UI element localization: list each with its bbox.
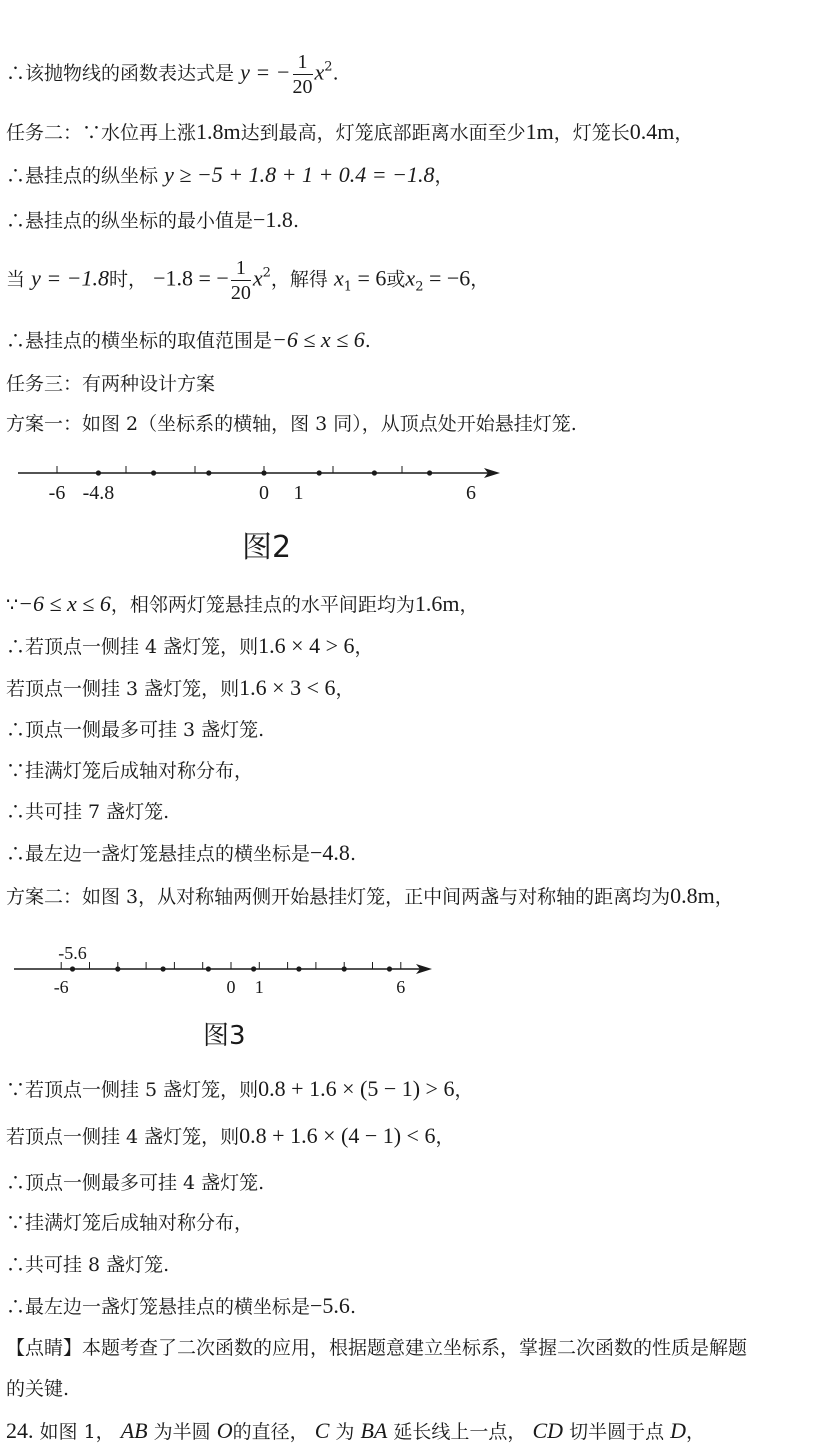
line-text: 为: [335, 1421, 355, 1443]
solution-line-9: [6, 592, 479, 617]
figure-2-number-line: [0, 455, 520, 505]
line-text: 或: [386, 268, 406, 291]
math-expr: 1.6 × 3 < 6: [239, 675, 336, 700]
line-text: 切半圆于点: [569, 1421, 665, 1443]
lantern-point: [387, 966, 392, 971]
punct: ，: [459, 594, 479, 616]
solution-line-12: ∴顶点一侧最多可挂 3 盏灯笼.: [6, 719, 265, 741]
punct: .: [332, 62, 339, 85]
fraction-denominator: 20: [292, 76, 313, 98]
math-expr: y = −1.8: [31, 265, 110, 291]
math-var: D: [670, 1418, 687, 1443]
tick-label: -6: [48, 482, 66, 504]
punct: .: [349, 1296, 356, 1318]
line-text: ∴若顶点一侧挂 4 盏灯笼，则: [6, 636, 259, 658]
exponent: 2: [262, 265, 271, 281]
line-text: ∴悬挂点的横坐标的取值范围是: [6, 330, 273, 352]
line-text: 方案二：如图 3，从对称轴两侧开始悬挂灯笼，正中间两盏与对称轴的距离均为: [6, 886, 671, 908]
comment-line-1: 【点睛】本题考查了二次函数的应用，根据题意建立坐标系，掌握二次函数的性质是解题: [6, 1337, 748, 1359]
punct: .: [292, 210, 299, 232]
line-text: ∴最左边一盏灯笼悬挂点的横坐标是: [6, 1296, 311, 1318]
math-var: BA: [360, 1418, 388, 1443]
lantern-point: [261, 470, 266, 475]
figure-3-caption: 图3: [203, 1021, 246, 1051]
tick-label: 1: [293, 482, 304, 504]
solution-line-20: ∵挂满灯笼后成轴对称分布，: [6, 1212, 254, 1234]
punct: ，: [674, 122, 694, 144]
math-value: = 6: [351, 265, 387, 291]
line-text: 延长线上一点，: [393, 1421, 527, 1443]
math-value: = −6: [423, 265, 471, 291]
math-expr: 0.8 + 1.6 × (4 − 1) < 6: [239, 1123, 436, 1148]
fraction-denominator: 20: [230, 282, 251, 304]
lantern-point: [160, 966, 165, 971]
comment-line-2: 的关键.: [6, 1378, 70, 1400]
math-expr: −1.8 = −: [153, 265, 229, 291]
math-value: 0.8m: [670, 883, 715, 908]
question-24-line: [6, 1419, 705, 1444]
math-var: O: [216, 1418, 233, 1443]
tick-label: -6: [53, 977, 69, 996]
line-text: ，灯笼长: [553, 122, 630, 144]
line-text: ∴该抛物线的函数表达式是: [6, 62, 235, 85]
lantern-point: [317, 470, 322, 475]
line-text: ，相邻两灯笼悬挂点的水平间距均为: [110, 594, 415, 616]
math-var: x: [314, 59, 325, 85]
lantern-point: [96, 470, 101, 475]
math-expr: −1.8: [253, 207, 293, 232]
line-text: 为半圆: [153, 1421, 211, 1443]
line-text: 若顶点一侧挂 3 盏灯笼，则: [6, 678, 240, 700]
punct: ，: [435, 1126, 455, 1148]
lantern-point: [427, 470, 432, 475]
solution-line-14: ∴共可挂 7 盏灯笼.: [6, 801, 170, 823]
line-text: 达到最高，灯笼底部距离水面至少: [240, 122, 526, 144]
solution-line-17: [6, 1077, 473, 1102]
line-text: ∵若顶点一侧挂 5 盏灯笼，则: [6, 1079, 259, 1101]
fraction-numerator: 1: [231, 256, 251, 281]
lantern-point: [206, 470, 211, 475]
question-number: 24.: [6, 1418, 34, 1443]
lantern-point: [251, 966, 256, 971]
math-var: x: [333, 265, 344, 291]
solution-line-6: [6, 328, 371, 353]
math-expr: −6 ≤ x ≤ 6: [272, 327, 365, 352]
line-text: 当: [6, 268, 26, 291]
solution-line-10: [6, 634, 374, 659]
line-text: 任务二：∵水位再上涨: [6, 122, 197, 144]
fraction-numerator: 1: [293, 50, 313, 75]
math-value: 1.8m: [196, 119, 241, 144]
figure-3-number-line: [0, 936, 450, 996]
punct: .: [364, 330, 371, 352]
line-text: ∴悬挂点的纵坐标: [6, 165, 159, 187]
punct: .: [349, 843, 356, 865]
solution-line-2: [6, 120, 693, 145]
tick-label: 0: [259, 482, 269, 504]
math-var: AB: [120, 1418, 148, 1443]
math-expr: −5.6: [310, 1293, 350, 1318]
math-expr: −6 ≤ x ≤ 6: [18, 591, 111, 616]
solution-line-4: [6, 208, 299, 233]
lantern-point: [151, 470, 156, 475]
solution-line-13: ∵挂满灯笼后成轴对称分布，: [6, 760, 254, 782]
figure-2-caption: 图2: [242, 530, 292, 565]
solution-line-5: [6, 256, 489, 305]
lantern-point: [115, 966, 120, 971]
lantern-point: [372, 470, 377, 475]
line-text: ∵: [6, 594, 19, 616]
subscript: 2: [415, 279, 424, 295]
tick-label: 0: [226, 977, 236, 996]
line-text: 若顶点一侧挂 4 盏灯笼，则: [6, 1126, 240, 1148]
exponent: 2: [324, 59, 333, 75]
solution-line-1: [6, 50, 339, 99]
math-var: x: [252, 265, 263, 291]
solution-line-8: 方案一：如图 2（坐标系的横轴，图 3 同），从顶点处开始悬挂灯笼.: [6, 413, 577, 435]
math-value: 1m: [525, 119, 554, 144]
punct: ，: [470, 268, 490, 291]
math-value: 0.4m: [629, 119, 675, 144]
solution-line-3: [6, 163, 454, 188]
solution-line-16: [6, 884, 734, 909]
line-text: 时，: [109, 268, 148, 291]
fraction: [231, 256, 251, 305]
lantern-point: [206, 966, 211, 971]
tick-label: 6: [466, 482, 476, 504]
punct: ，: [354, 636, 374, 658]
fraction: [293, 50, 313, 99]
punct: ，: [335, 678, 355, 700]
math-expr: y = −: [240, 59, 291, 85]
tick-label: -4.8: [82, 482, 115, 504]
line-text: ∴最左边一盏灯笼悬挂点的横坐标是: [6, 843, 311, 865]
tick-label: 6: [396, 977, 406, 996]
line-text: 的直径，: [232, 1421, 309, 1443]
punct: ，: [686, 1421, 706, 1443]
lantern-point: [296, 966, 301, 971]
math-expr: −4.8: [310, 840, 350, 865]
lantern-point: [342, 966, 347, 971]
solution-line-7: 任务三：有两种设计方案: [6, 373, 216, 395]
line-text: ∴悬挂点的纵坐标的最小值是: [6, 210, 254, 232]
solution-line-11: [6, 676, 355, 701]
tick-label: 1: [254, 977, 264, 996]
math-expr: y ≥ −5 + 1.8 + 1 + 0.4 = −1.8: [164, 162, 435, 187]
math-expr: 0.8 + 1.6 × (5 − 1) > 6: [258, 1076, 455, 1101]
line-text: ，解得: [270, 268, 328, 291]
punct: ，: [454, 1079, 474, 1101]
math-var: CD: [532, 1418, 564, 1443]
solution-line-15: [6, 841, 356, 866]
solution-line-19: ∴顶点一侧最多可挂 4 盏灯笼.: [6, 1172, 265, 1194]
subscript: 1: [343, 279, 352, 295]
math-var: C: [314, 1418, 330, 1443]
tick-label-above: -5.6: [58, 943, 87, 963]
math-expr: 1.6 × 4 > 6: [258, 633, 355, 658]
punct: ，: [714, 886, 734, 908]
solution-line-22: [6, 1294, 356, 1319]
solution-line-21: ∴共可挂 8 盏灯笼.: [6, 1254, 170, 1276]
lantern-point: [70, 966, 75, 971]
math-var: x: [405, 265, 416, 291]
punct: ，: [434, 165, 454, 187]
line-text: 如图 1，: [39, 1421, 115, 1443]
solution-line-18: [6, 1124, 454, 1149]
math-value: 1.6m: [414, 591, 460, 616]
